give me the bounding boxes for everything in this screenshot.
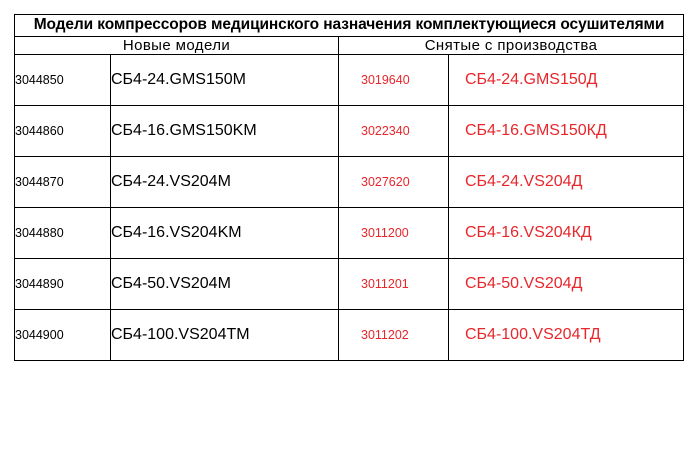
table-title: Модели компрессоров медицинского назначения комплектующиеся осушителями: [15, 15, 684, 37]
old-model: СБ4-24.VS204Д: [449, 156, 684, 207]
header-new-models: Новые модели: [15, 36, 339, 54]
table-row: [15, 105, 684, 156]
old-code: 3011201: [339, 258, 449, 309]
table-row: [15, 54, 684, 105]
new-model: СБ4-24.GMS150M: [111, 54, 339, 105]
old-model: СБ4-16.VS204КД: [449, 207, 684, 258]
old-code: 3011200: [339, 207, 449, 258]
old-code: 3011202: [339, 309, 449, 360]
old-model: СБ4-24.GMS150Д: [449, 54, 684, 105]
new-code: 3044850: [15, 54, 111, 105]
new-code: 3044880: [15, 207, 111, 258]
table-row: [15, 309, 684, 360]
old-code: 3027620: [339, 156, 449, 207]
old-model: СБ4-16.GMS150КД: [449, 105, 684, 156]
new-code: 3044900: [15, 309, 111, 360]
new-code: 3044870: [15, 156, 111, 207]
table-row: [15, 258, 684, 309]
table-title-row: [15, 15, 684, 37]
compressor-models-table: [14, 14, 684, 361]
table-row: [15, 207, 684, 258]
new-model: СБ4-16.VS204KM: [111, 207, 339, 258]
table-subheader-row: [15, 36, 684, 54]
old-model: СБ4-50.VS204Д: [449, 258, 684, 309]
document-sheet: [14, 14, 683, 361]
new-code: 3044890: [15, 258, 111, 309]
new-code: 3044860: [15, 105, 111, 156]
new-model: СБ4-16.GMS150KM: [111, 105, 339, 156]
new-model: СБ4-24.VS204M: [111, 156, 339, 207]
old-model: СБ4-100.VS204ТД: [449, 309, 684, 360]
old-code: 3019640: [339, 54, 449, 105]
new-model: СБ4-100.VS204TM: [111, 309, 339, 360]
new-model: СБ4-50.VS204M: [111, 258, 339, 309]
header-discontinued: Снятые с производства: [339, 36, 684, 54]
old-code: 3022340: [339, 105, 449, 156]
table-row: [15, 156, 684, 207]
